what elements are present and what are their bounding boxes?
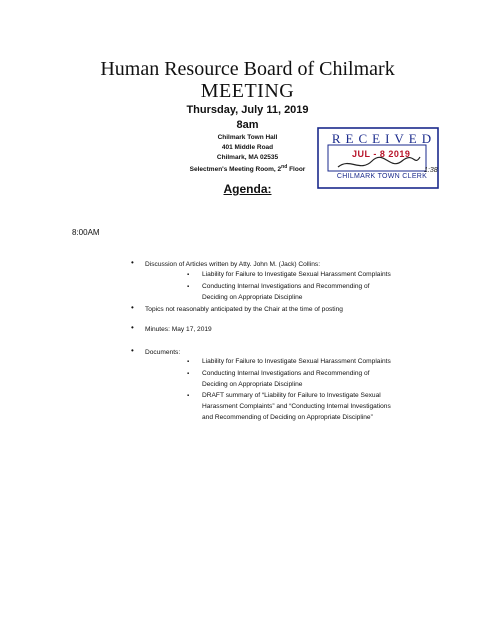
sub-bullet: ▪ — [187, 284, 190, 290]
document-subtitle: MEETING — [200, 80, 295, 102]
agenda-subitem-cont: Deciding on Appropriate Discipline — [202, 381, 303, 388]
meeting-time: 8am — [236, 119, 259, 131]
agenda-start-time: 8:00AM — [72, 228, 100, 237]
agenda-subitem: Conducting Internal Investigations and Recommending of — [202, 370, 370, 377]
meeting-date: Thursday, July 11, 2019 — [186, 104, 309, 116]
list-bullet: • — [131, 258, 134, 267]
list-bullet: • — [131, 346, 134, 355]
agenda-subitem: Liability for Failure to Investigate Sexual Harassment Complaints — [202, 271, 391, 278]
agenda-heading: Agenda: — [223, 182, 272, 196]
location-room: Selectmen's Meeting Room, 2nd Floor — [189, 164, 306, 174]
stamp-word: RECEIVED — [331, 131, 437, 146]
stamp-date: JUL - 8 2019 — [352, 149, 411, 159]
stamp-clerk: CHILMARK TOWN CLERK — [336, 173, 428, 180]
agenda-subitem-cont: Deciding on Appropriate Discipline — [202, 294, 303, 301]
location-city: Chilmark, MA 02535 — [216, 154, 279, 161]
document-title: Human Resource Board of Chilmark — [100, 58, 395, 80]
location-name: Chilmark Town Hall — [217, 134, 278, 141]
agenda-item-minutes: Minutes: May 17, 2019 — [145, 326, 212, 333]
agenda-item-documents: Documents: — [145, 349, 181, 356]
agenda-subitem: Conducting Internal Investigations and Recommending of — [202, 283, 370, 290]
agenda-item-topics: Topics not reasonably anticipated by the Chair at the time of posting — [145, 306, 343, 313]
handwritten-time-note: 1:38 — [424, 167, 438, 174]
sub-bullet: ▪ — [187, 393, 190, 399]
location-street: 401 Middle Road — [221, 144, 274, 151]
list-bullet: • — [131, 323, 134, 332]
received-stamp — [316, 127, 442, 191]
agenda-subitem-cont: Harassment Complaints” and “Conducting Internal Investigations — [202, 403, 391, 410]
agenda-subitem-cont: and Recommending of Deciding on Appropriate Discipline” — [202, 414, 373, 421]
agenda-item-discussion: Discussion of Articles written by Atty. John M. (Jack) Collins: — [145, 261, 321, 268]
sub-bullet: ▪ — [187, 359, 190, 365]
list-bullet: • — [131, 303, 134, 312]
agenda-subitem: Liability for Failure to Investigate Sexual Harassment Complaints — [202, 358, 391, 365]
sub-bullet: ▪ — [187, 272, 190, 278]
agenda-subitem: DRAFT summary of “Liability for Failure to Investigate Sexual — [202, 392, 381, 399]
sub-bullet: ▪ — [187, 371, 190, 377]
